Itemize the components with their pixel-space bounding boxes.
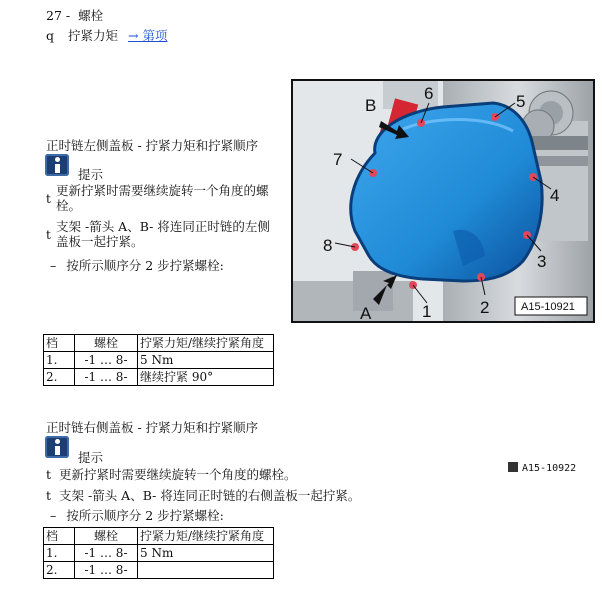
note-text: 更新拧紧时需要继续旋转一个角度的螺栓。 <box>59 467 297 482</box>
note-text: 支架 -箭头 A、B- 将连同正时链的左侧盖板一起拧紧。 <box>56 219 270 249</box>
cell-torque: 继续拧紧 90° <box>138 369 274 386</box>
torque-table-left <box>43 334 274 386</box>
cell-step: 2. <box>44 562 75 579</box>
info-icon <box>45 436 69 458</box>
arrow-b-label: B <box>365 96 377 115</box>
item-title: 螺栓 <box>78 8 104 23</box>
instruction-text: 按所示顺序分 2 步拧紧螺栓: <box>66 258 224 273</box>
arrow-a-label: A <box>360 304 372 321</box>
note-text: 更新拧紧时需要继续旋转一个角度的螺栓。 <box>56 183 269 213</box>
figure-id: A15-10921 <box>521 301 575 313</box>
hint-label: 提示 <box>78 450 104 465</box>
info-icon <box>45 154 69 176</box>
cell-torque: 5 Nm <box>138 545 274 562</box>
callout-1: 1 <box>422 302 432 321</box>
cell-bolt: -1 … 8- <box>75 352 138 369</box>
dash-marker: – <box>50 508 57 523</box>
cell-bolt: -1 … 8- <box>75 545 138 562</box>
item-header <box>46 6 103 24</box>
torque-link[interactable]: → 第项 <box>128 28 168 43</box>
header-torque: 拧紧力矩/继续拧紧角度 <box>138 528 274 545</box>
torque-label: 拧紧力矩 <box>68 28 119 43</box>
dash-marker: – <box>50 258 57 273</box>
header-torque: 拧紧力矩/继续拧紧角度 <box>138 335 274 352</box>
cell-torque: 5 Nm <box>138 352 274 369</box>
cell-step: 1. <box>44 545 75 562</box>
instruction-line <box>50 256 224 274</box>
header-step: 档 <box>44 528 75 545</box>
bullet-marker: t <box>46 192 51 206</box>
timing-cover-illustration <box>293 81 593 321</box>
item-number: 27 - <box>46 8 71 23</box>
note-line <box>46 486 360 504</box>
hint-label: 提示 <box>78 167 104 182</box>
callout-8: 8 <box>323 236 333 255</box>
instruction-line <box>50 506 224 524</box>
torque-line <box>46 26 167 44</box>
left-section-title: 正时链左侧盖板 - 拧紧力矩和拧紧顺序 <box>46 138 259 153</box>
callout-2: 2 <box>480 298 490 317</box>
callout-3: 3 <box>537 252 547 271</box>
cell-bolt: -1 … 8- <box>75 369 138 386</box>
image-placeholder-icon <box>508 462 518 472</box>
second-figure-id: A15-10922 <box>522 463 577 474</box>
note-line <box>46 465 297 483</box>
table-header-row <box>44 335 274 352</box>
second-figure-ref[interactable] <box>508 462 576 474</box>
header-step: 档 <box>44 335 75 352</box>
bullet-marker: t <box>46 488 52 503</box>
callout-6: 6 <box>424 84 434 103</box>
callout-4: 4 <box>550 186 560 205</box>
cell-step: 1. <box>44 352 75 369</box>
cell-torque <box>138 562 274 579</box>
callout-7: 7 <box>333 150 343 169</box>
table-row <box>44 562 274 579</box>
table-row <box>44 369 274 386</box>
cell-bolt: -1 … 8- <box>75 562 138 579</box>
bullet-marker: t <box>46 228 51 242</box>
header-bolt: 螺栓 <box>75 335 138 352</box>
table-row <box>44 545 274 562</box>
right-section-title: 正时链右侧盖板 - 拧紧力矩和拧紧顺序 <box>46 420 259 435</box>
instruction-text: 按所示顺序分 2 步拧紧螺栓: <box>66 508 224 523</box>
table-row <box>44 352 274 369</box>
timing-cover-figure <box>291 79 595 323</box>
table-header-row <box>44 528 274 545</box>
header-bolt: 螺栓 <box>75 528 138 545</box>
torque-marker: q <box>46 28 55 43</box>
cell-step: 2. <box>44 369 75 386</box>
note-text: 支架 -箭头 A、B- 将连同正时链的右侧盖板一起拧紧。 <box>59 488 361 503</box>
torque-table-right <box>43 527 274 579</box>
callout-5: 5 <box>516 92 526 111</box>
bullet-marker: t <box>46 467 52 482</box>
